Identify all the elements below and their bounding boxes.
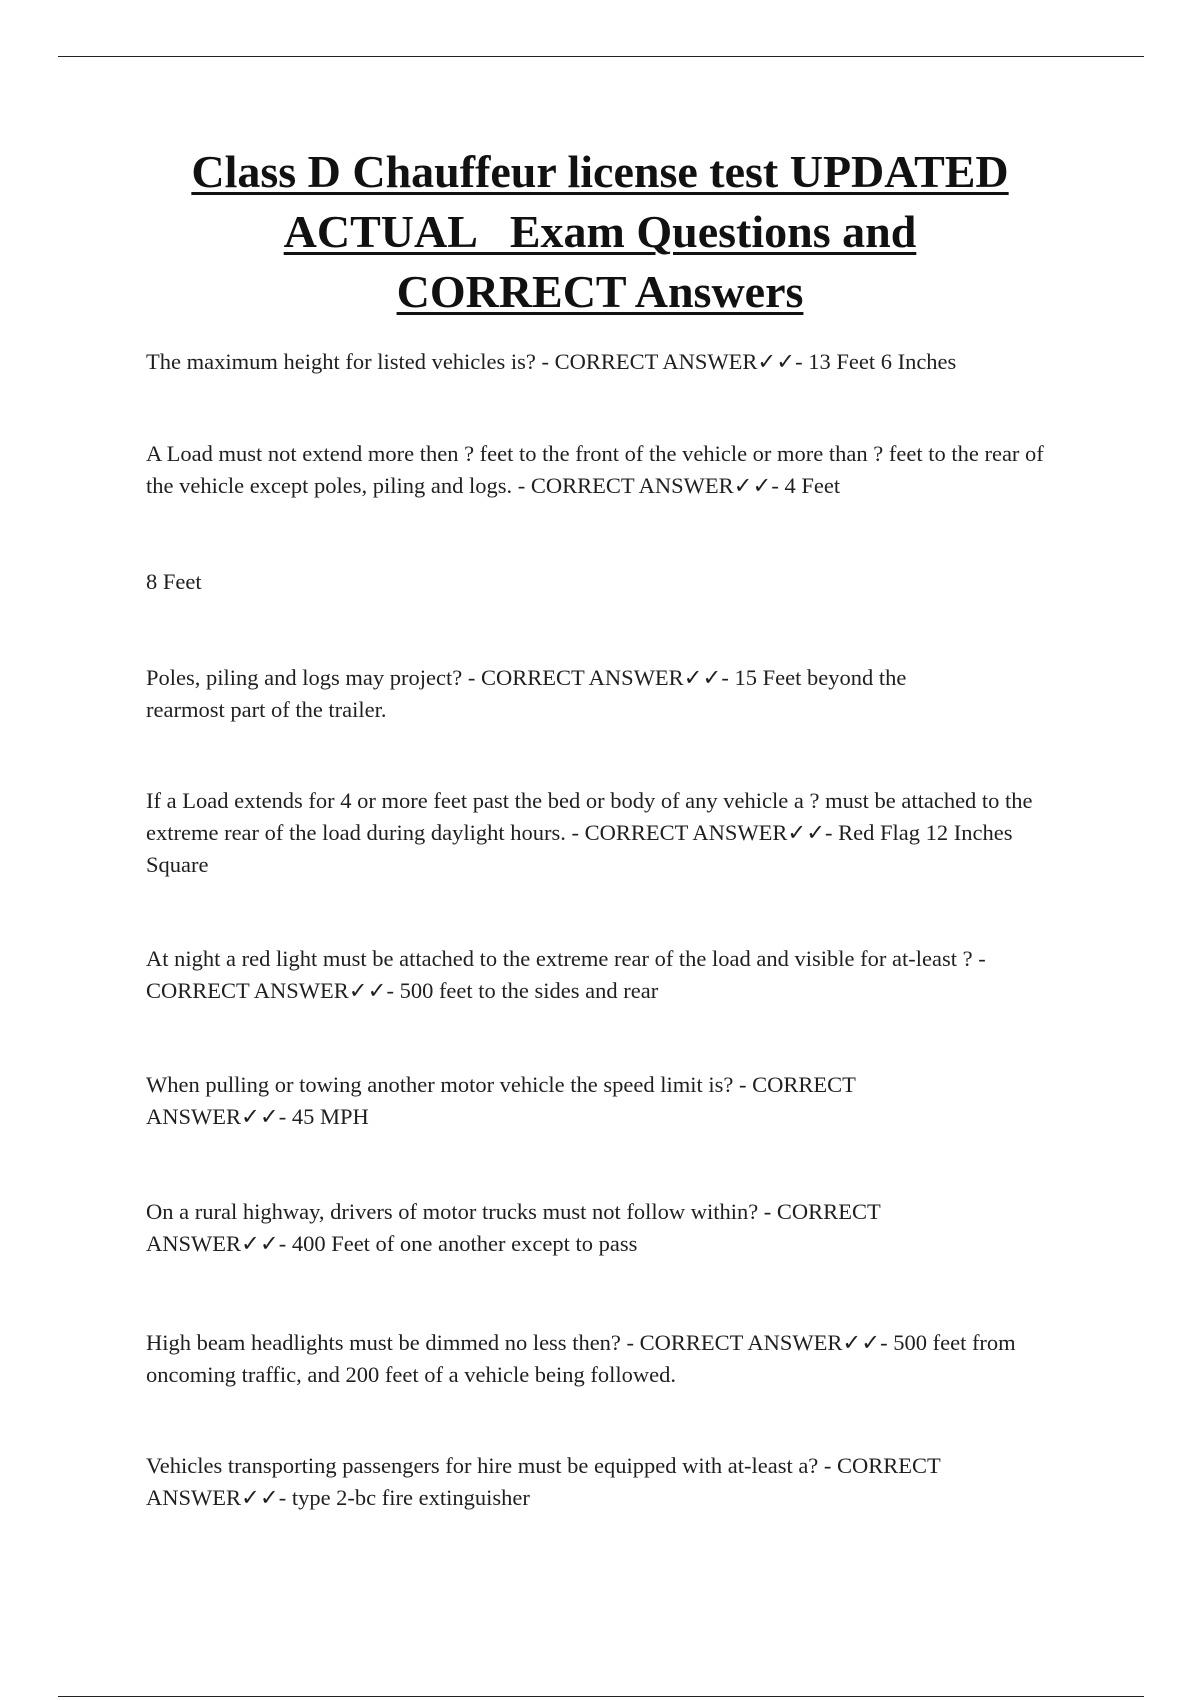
document-title (100, 142, 1100, 322)
top-rule (58, 56, 1144, 57)
qa-item-7: When pulling or towing another motor vehicle the speed limit is? - CORRECT ANSWER✓✓- 45 MPH (146, 1072, 856, 1129)
qa-item-1: The maximum height for listed vehicles is? - CORRECT ANSWER✓✓- 13 Feet 6 Inches (146, 349, 957, 374)
title-line-2: ACTUAL Exam Questions and (283, 206, 917, 257)
qa-item-9: High beam headlights must be dimmed no less then? - CORRECT ANSWER✓✓- 500 feet from oncoming traffic, and 200 feet of a vehicle being followed. (146, 1330, 1016, 1387)
title-line-3: CORRECT Answers (396, 266, 804, 317)
qa-item-5: If a Load extends for 4 or more feet past the bed or body of any vehicle a ? must be attached to the extreme rear of the load during daylight hours. - CORRECT ANSWER✓✓- Red Flag 12 Inches Square (146, 788, 1033, 877)
qa-item-3: 8 Feet (146, 569, 202, 594)
qa-item-8: On a rural highway, drivers of motor trucks must not follow within? - CORRECT ANSWER✓✓- 400 Feet of one another except to pass (146, 1199, 881, 1256)
qa-item-2: A Load must not extend more then ? feet to the front of the vehicle or more than ? feet to the rear of the vehicle except poles, piling and logs. - CORRECT ANSWER✓✓- 4 Feet (146, 441, 1044, 498)
qa-item-6: At night a red light must be attached to the extreme rear of the load and visible for at-least ? - CORRECT ANSWER✓✓- 500 feet to the sides and rear (146, 946, 986, 1003)
qa-item-10: Vehicles transporting passengers for hire must be equipped with at-least a? - CORRECT ANSWER✓✓- type 2-bc fire extinguisher (146, 1453, 941, 1510)
title-line-1: Class D Chauffeur license test UPDATED (191, 146, 1009, 197)
qa-item-4: Poles, piling and logs may project? - CORRECT ANSWER✓✓- 15 Feet beyond the rearmost part of the trailer. (146, 665, 907, 722)
bottom-rule (58, 1696, 1144, 1697)
